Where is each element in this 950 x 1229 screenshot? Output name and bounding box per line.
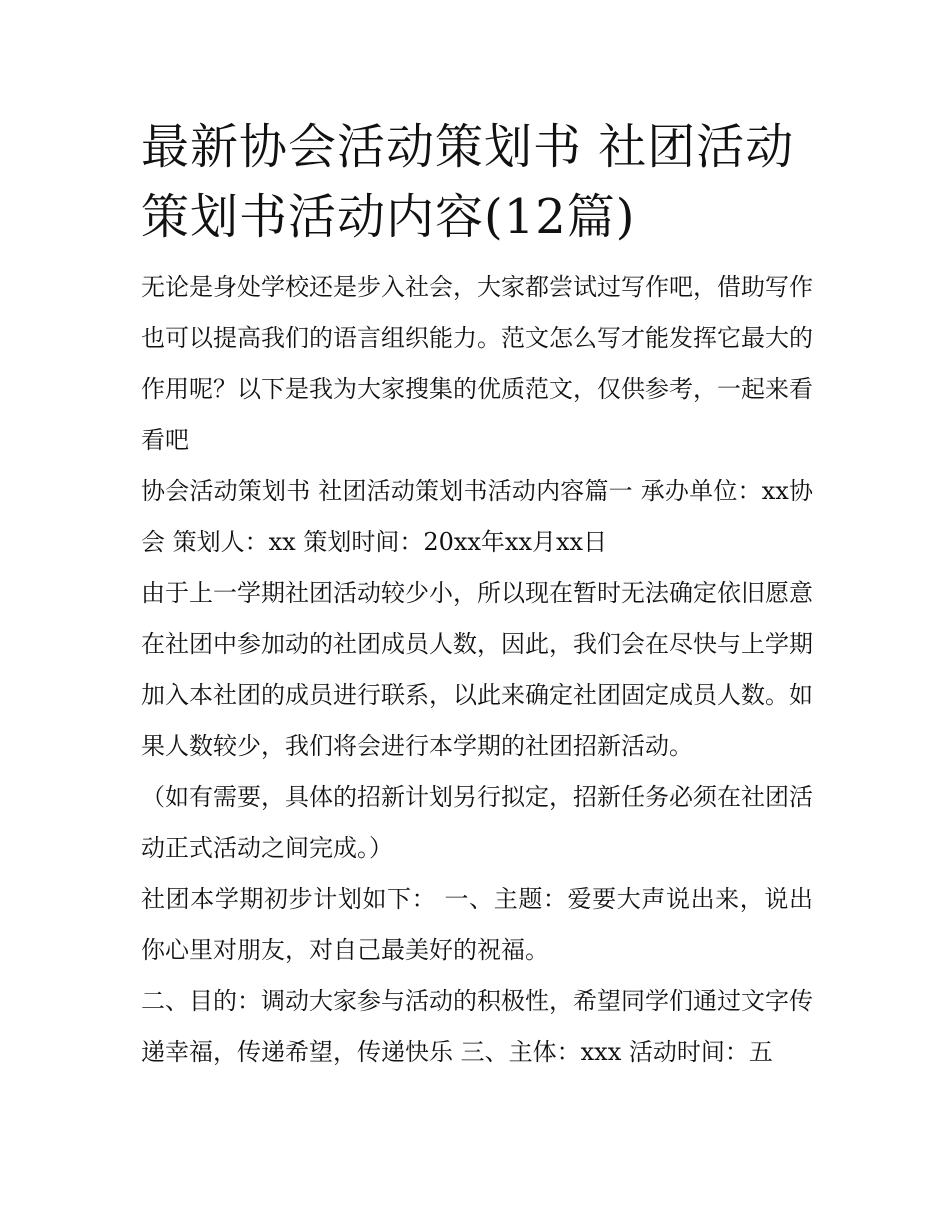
paragraph-membership: 由于上一学期社团活动较少小，所以现在暂时无法确定依旧愿意在社团中参加动的社团成员人数，因此，我们会在尽快与上学期加入本社团的成员进行联系，以此来确定社团固定成员人数。如果人数较少，我们将会进行本学期的社团招新活动。 bbox=[141, 579, 813, 760]
document-content bbox=[141, 112, 813, 1078]
paragraph-intro: 无论是身处学校还是步入社会，大家都尝试过写作吧，借助写作也可以提高我们的语言组织能力。范文怎么写才能发挥它最大的作用呢？以下是我为大家搜集的优质范文，仅供参考，一起来看看吧 bbox=[141, 273, 813, 454]
paragraph-recruitment-note: （如有需要，具体的招新计划另行拟定，招新任务必须在社团活动正式活动之间完成。） bbox=[141, 783, 813, 862]
document-title: 最新协会活动策划书 社团活动策划书活动内容(12篇) bbox=[141, 119, 795, 245]
paragraph-plan-purpose: 二、目的：调动大家参与活动的积极性，希望同学们通过文字传递幸福，传递希望，传递快乐 三、主体：xxx 活动时间：五 bbox=[141, 987, 813, 1066]
paragraph-plan-theme: 社团本学期初步计划如下： 一、主题：爱要大声说出来，说出你心里对朋友，对自己最美好的祝福。 bbox=[141, 885, 813, 964]
paragraph-section-one-header: 协会活动策划书 社团活动策划书活动内容篇一 承办单位：xx协会 策划人：xx 策划时间：20xx年xx月xx日 bbox=[141, 477, 813, 556]
